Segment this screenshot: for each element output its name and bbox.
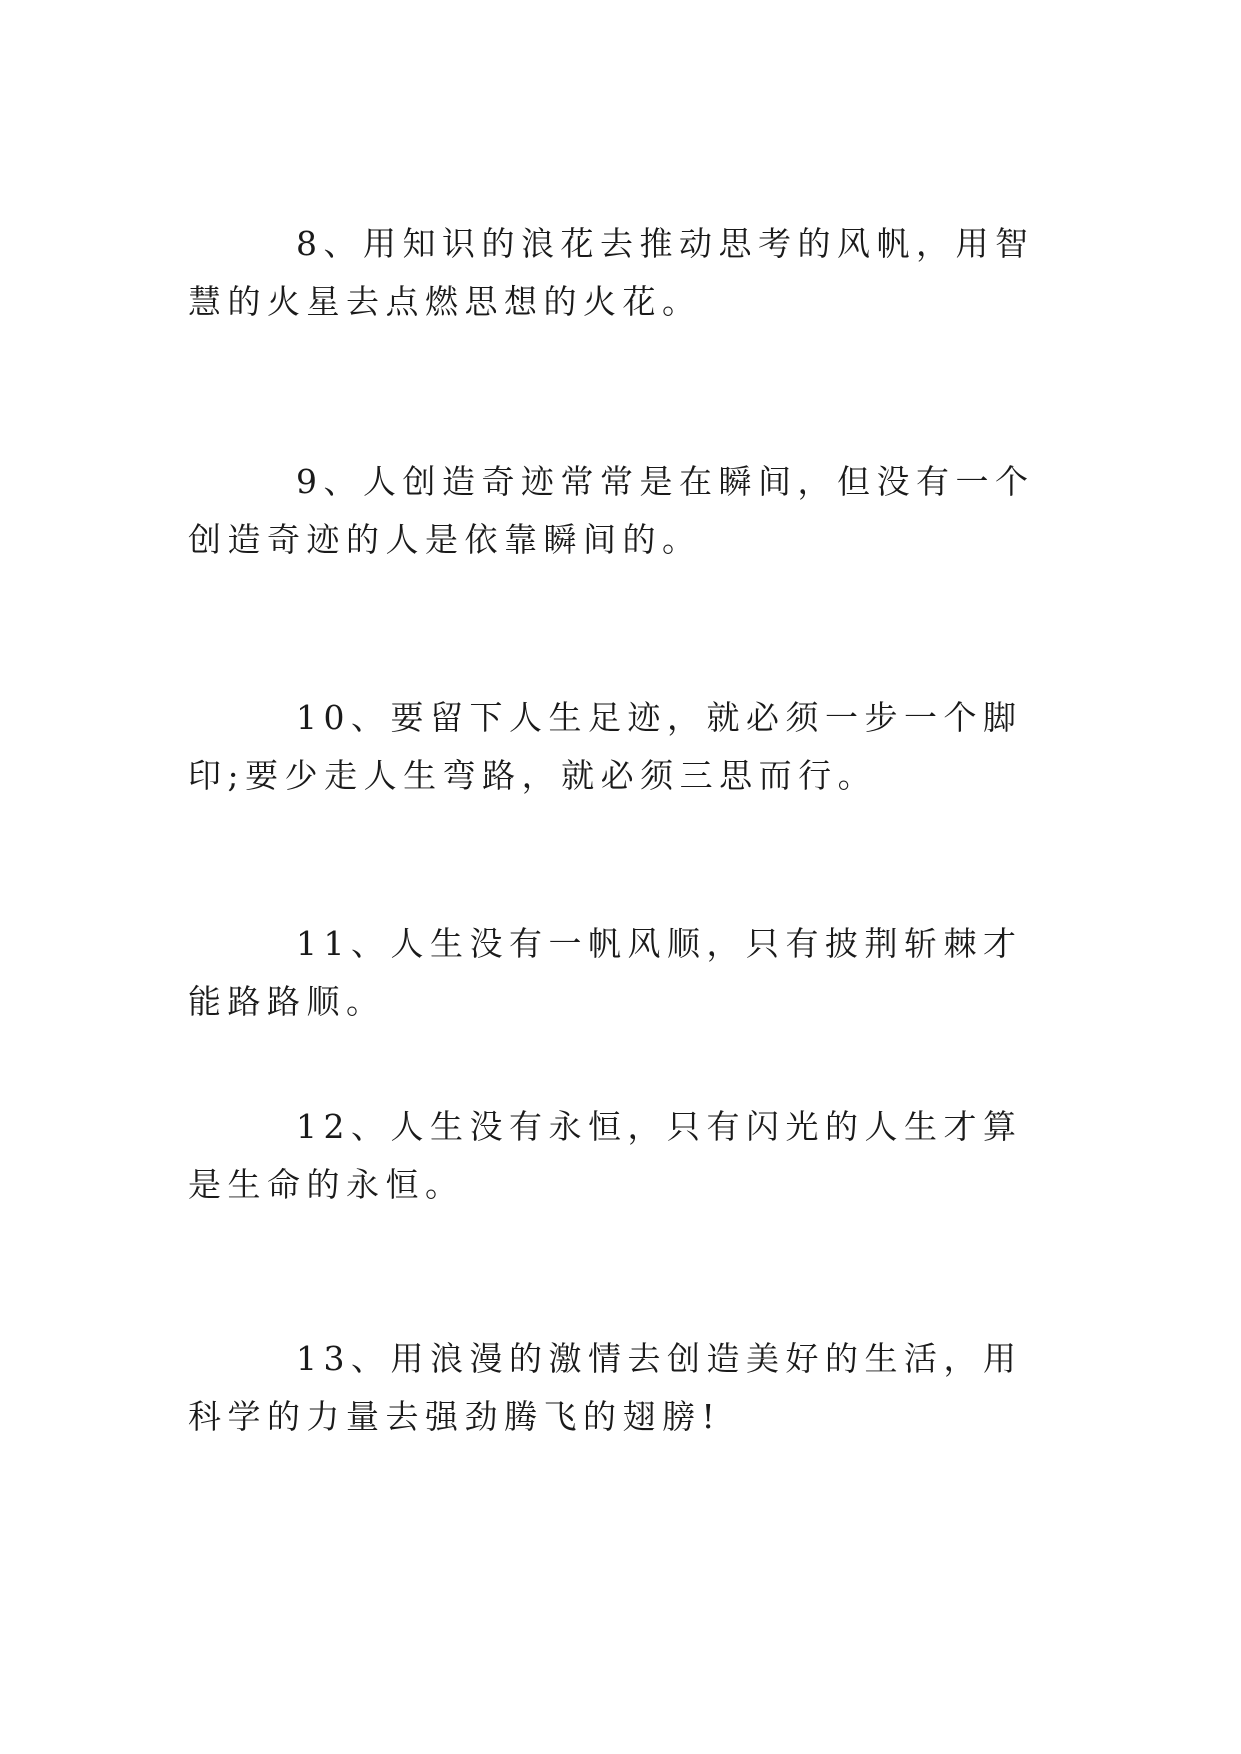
paragraph-9: 9、人创造奇迹常常是在瞬间，但没有一个创造奇迹的人是依靠瞬间的。 xyxy=(188,462,1035,559)
paragraph-13: 13、用浪漫的激情去创造美好的生活，用科学的力量去强劲腾飞的翅膀! xyxy=(188,1339,1023,1436)
paragraph-11: 11、人生没有一帆风顺，只有披荆斩棘才能路路顺。 xyxy=(188,924,1023,1021)
paragraph-8: 8、用知识的浪花去推动思考的风帆，用智慧的火星去点燃思想的火花。 xyxy=(188,224,1035,321)
paragraph-12: 12、人生没有永恒，只有闪光的人生才算是生命的永恒。 xyxy=(188,1107,1023,1204)
paragraph-10: 10、要留下人生足迹，就必须一步一个脚印;要少走人生弯路，就必须三思而行。 xyxy=(188,698,1023,795)
